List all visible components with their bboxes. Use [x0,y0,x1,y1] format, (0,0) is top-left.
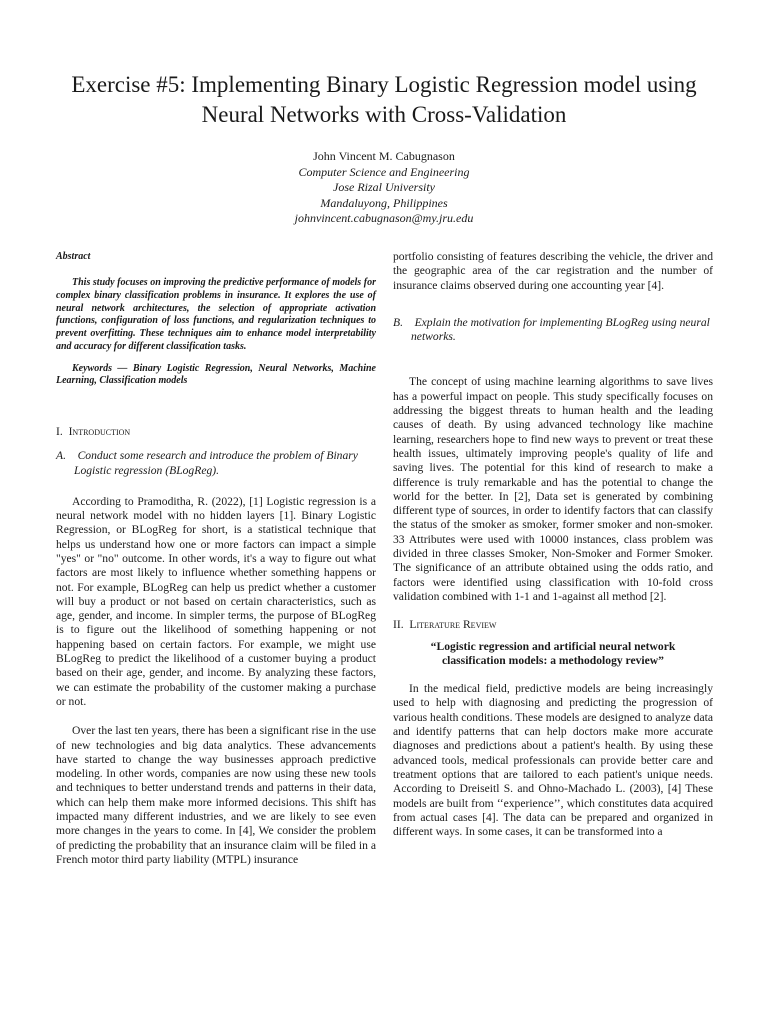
author-name: John Vincent M. Cabugnason [313,149,455,163]
literature-paragraph-1: In the medical field, predictive models are being increasingly used to help with diagnosing and predicting the progression of various health conditions. These models are designed to analyze data and identify patterns that can help doctors make more accurate diagnoses and predictions about a patient's health. By using these advanced tools, medical professionals can provide better care and treatment options that are tailored to each patient's unique needs. According to Dreiseitl S. and Ohno-Machado L. (2003), [4] These models are built from ‘‘experience’’, which constitutes data acquired from actual cases [4]. The data can be prepared and organized in different ways. In some cases, it can be transformed into a [393,682,713,839]
author-location: Mandaluyong, Philippines [320,195,448,210]
motivation-paragraph: The concept of using machine learning algorithms to save lives has a powerful impact on people. This study specifically focuses on addressing the biggest threats to human health and the leading causes of death. By using advanced technology like machine learning, researchers hope to find new ways to prevent or treat these health issues, ultimately improving people's quality of life and saving lives. The potential for this kind of research to make a difference is truly remarkable and has the potential to change the world for the better. In [2], Data set is generated by combining different type of sources, in order to identify factors that can classify the status of the smoker as smoker, former smoker and non-smoker. 33 Attributes were used with 10000 instances, class problem was divided in three classes Smoker, Non-Smoker and Former Smoker. The significance of an attribute obtained using the odds ratio, and factors were identified using classification with 10-fold cross validation combined with 1-1 and 1-against all method [2]. [393,375,713,603]
keywords-text: Binary Logistic Regression, Neural Networks, Machine Learning, Classification models [56,362,376,387]
paper-title: Exercise #5: Implementing Binary Logistic Regression model using Neural Networks with Cross-Validation [71,72,697,127]
author-university: Jose Rizal University [333,180,435,194]
intro-paragraph-1: According to Pramoditha, R. (2022), [1] Logistic regression is a neural network model with no hidden layers [1]. Binary Logistic Regression, or BLogReg for short, is a statistical technique that helps us understand how one or more factors can impact a simple "yes" or "no" outcome. In other words, it's a way to figure out what factors are most likely to influence whether something happens or not. For example, BLogReg can help us predict whether a customer will buy a product or not based on certain characteristics, such as age, gender, and income. In simpler terms, the purpose of BLogReg is to figure out the likelihood of something happening or not happening based on certain factors. For example, we might use BLogReg to predict the likelihood of a customer buying a product based on their age, gender, and income. By analyzing these factors, we can estimate the probability of the customer making a purchase or not. [56,494,376,708]
intro-paragraph-2: Over the last ten years, there has been a significant rise in the use of new technologies and big data analytics. These advancements have started to change the way businesses approach predictive modeling. In other words, companies are now using these new tools and techniques to better understand trends and patterns in their data, which can help them make more informed decisions. This shift has impacted many different industries, and we are likely to see even more changes in the years to come. In [4], We consider the problem of predicting the probability that an insurance claim will be filed in a French motor third party liability (MTPL) insurance [56,724,376,866]
author-block [0,149,768,227]
left-column [56,250,376,867]
section-title: Introduction [68,424,131,438]
author-department: Computer Science and Engineering [298,164,470,179]
subsection-a: A. Conduct some research and introduce the problem of Binary Logistic regression (BLogReg). [56,449,358,477]
intro-paragraph-2-continued: portfolio consisting of features describing the vehicle, the driver and the geographic area of the car registration and the number of insurance claims observed during one accounting year [4]. [393,250,713,292]
right-column [393,250,713,839]
abstract-heading: Abstract [56,251,91,262]
author-email: johnvincent.cabugnason@my.jru.edu [294,211,474,225]
abstract-text: This study focuses on improving the predictive performance of models for complex binary classification problems in insurance. It explores the use of neural network architectures, the selection of appropriate activation functions, configuration of loss functions, and regularization techniques to prevent overfitting. These techniques aim to enhance model interpretability and accuracy for different classification tasks. [56,277,376,352]
subsection-b: B. Explain the motivation for implementing BLogReg using neural networks. [393,315,710,344]
keywords: Keywords — Binary Logistic Regression, Neural Networks, Machine Learning, Classification models [56,362,376,387]
keywords-label: Keywords [72,362,112,374]
reviewed-paper-title: “Logistic regression and artificial neural network classification models: a methodology review” [430,639,676,667]
subsection-b-text: Explain the motivation for implementing BLogReg using neural networks. [411,315,710,344]
section-heading-introduction: I. Introduction [56,424,131,438]
subsection-a-text: Conduct some research and introduce the problem of Binary Logistic regression (BLogReg). [74,449,358,477]
section-heading-literature-review: II. Literature Review [393,618,497,632]
section-title: Literature Review [409,618,497,632]
